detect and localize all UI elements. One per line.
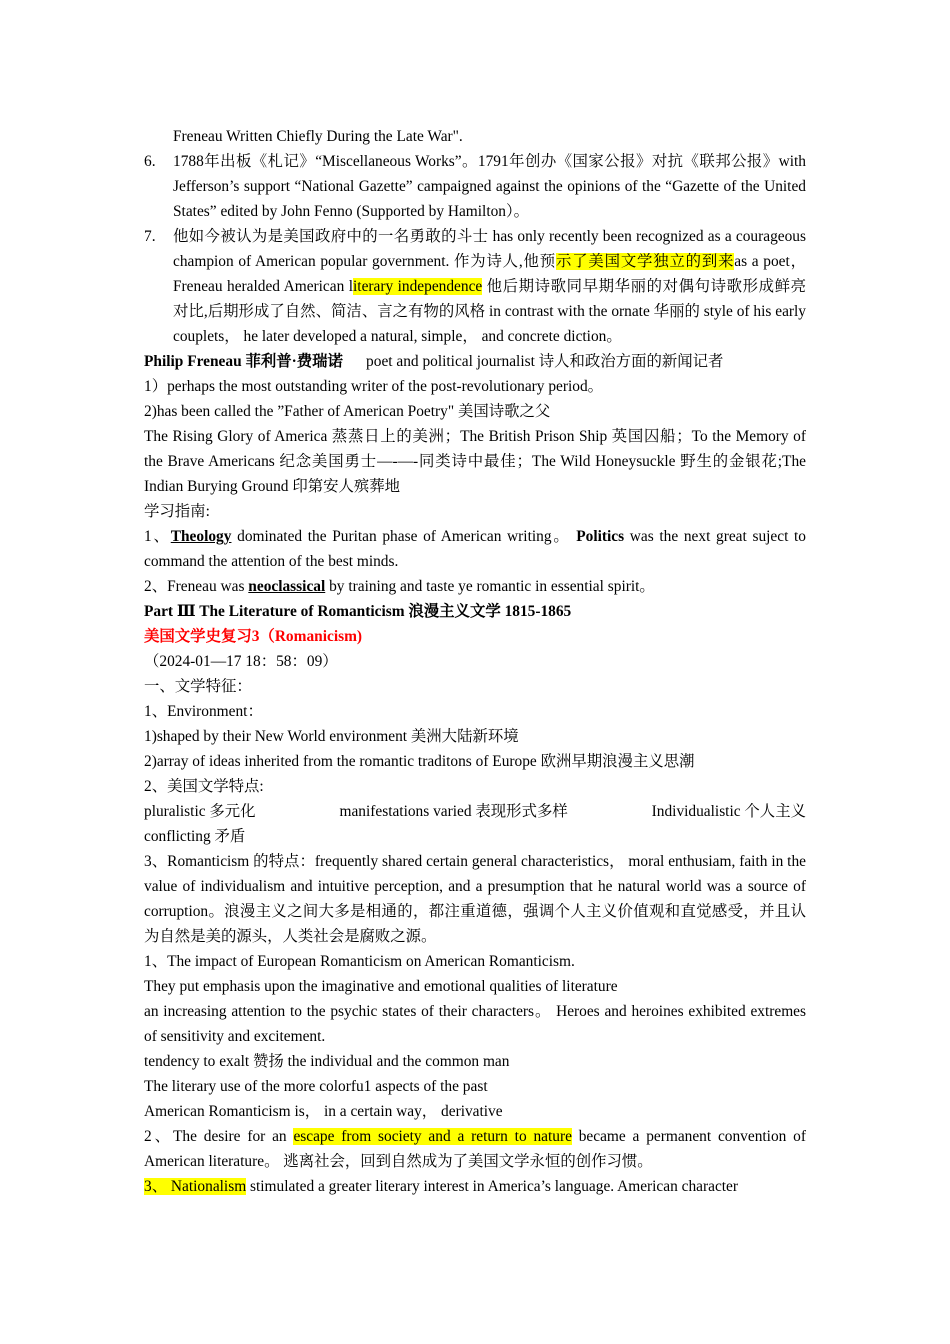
- trait: pluralistic 多元化: [144, 803, 256, 820]
- paragraph-text: 2、The desire for an: [144, 1128, 294, 1145]
- romanticism-features: 3、Romanticism 的特点：frequently shared certain general characteristics， moral enthusiam, faith in the value of individualism and intuitive perception, and a presumption that he natural world was a source of corruption。浪漫主义之间大多是相通的，都注重道德，强调个人主义价值观和直觉感受，并且认为自然是美的源头，人类社会是腐败之源。: [144, 853, 806, 945]
- list-item-7: [144, 224, 806, 349]
- list-number: 7.: [144, 228, 156, 245]
- study-guide-title: 学习指南:: [144, 503, 210, 520]
- list-item-text: as a poet， Freneau heralded American l: [173, 253, 806, 295]
- study-guide-item-1: [144, 524, 806, 574]
- traits-row: [144, 799, 806, 824]
- item-text: 2、Freneau was: [144, 578, 249, 595]
- impact-point: They put emphasis upon the imaginative and emotional qualities of literature: [144, 978, 618, 995]
- list-number: 6.: [144, 153, 156, 170]
- trait: manifestations varied 表现形式多样: [339, 803, 568, 820]
- trait: Individualistic 个人主义: [651, 803, 806, 820]
- study-guide-item-2: [144, 574, 806, 599]
- item-text: was the next great suject to command the attention of the best minds.: [144, 528, 806, 570]
- impact-point: tendency to exalt 赞扬 the individual and the common man: [144, 1053, 510, 1070]
- bold-term: neoclassical: [248, 578, 326, 595]
- author-role: poet and political journalist 诗人和政治方面的新闻记者: [366, 353, 724, 370]
- bold-term: Theology: [170, 528, 232, 545]
- list-item-6: [144, 149, 806, 224]
- freneau-point-2: 2)has been called the ”Father of American Poetry" 美国诗歌之父: [144, 403, 551, 420]
- freneau-works: The Rising Glory of America 蒸蒸日上的美洲；The British Prison Ship 英国囚船；To the Memory of the Brave Americans 纪念美国勇士—-—-同类诗中最佳；The Wild Honeysuckle 野生的金银花;The Indian Burying Ground 印第安人殡葬地: [144, 428, 806, 495]
- impact-title: 1、The impact of European Romanticism on American Romanticism.: [144, 953, 575, 970]
- nationalism-paragraph: [144, 1174, 806, 1199]
- item-prefix: 1、: [144, 528, 171, 545]
- traits-title: 2、美国文学特点:: [144, 778, 264, 795]
- highlighted-text: iterary independence: [353, 278, 483, 295]
- highlighted-text: escape from society and a return to nature: [293, 1128, 572, 1145]
- part-heading: Part Ⅲ The Literature of Romanticism 浪漫主义文学 1815-1865: [144, 603, 572, 620]
- list-item-text: 1788年出板《札记》“Miscellaneous Works”。1791年创办《国家公报》对抗《联邦公报》with Jefferson’s support “National Gazette” campaigned against the opinions of the “Gazette of the United States” edited by John Fenno (Supported by Hamilton）。: [173, 153, 806, 220]
- list-item-continuation: Freneau Written Chiefly During the Late War".: [173, 128, 463, 145]
- desire-paragraph: [144, 1124, 806, 1174]
- paragraph-text: became a permanent convention of American literature。 逃离社会，回到自然成为了美国文学永恒的创作习惯。: [144, 1128, 806, 1170]
- environment-point-1: 1)shaped by their New World environment 美洲大陆新环境: [144, 728, 519, 745]
- author-name: Philip Freneau 菲利普·费瑞诺: [144, 353, 343, 370]
- environment-point-2: 2)array of ideas inherited from the romantic traditons of Europe 欧洲早期浪漫主义思潮: [144, 753, 695, 770]
- list-item-text: 他如今被认为是美国政府中的一名勇敢的斗士 has only recently been recognized as a courageous champion of American popular government. 作为诗人,他预: [173, 228, 806, 270]
- highlighted-text: 示了美国文学独立的到来: [555, 253, 735, 270]
- freneau-header: [144, 349, 806, 374]
- paragraph-text: stimulated a greater literary interest in America’s language. American character: [246, 1178, 739, 1195]
- freneau-point-1: 1）perhaps the most outstanding writer of the post-revolutionary period。: [144, 378, 604, 395]
- environment-title: 1、Environment：: [144, 703, 263, 720]
- impact-point: The literary use of the more colorfu1 aspects of the past: [144, 1078, 488, 1095]
- bold-term: Politics: [576, 528, 625, 545]
- red-title: 美国文学史复习3（Romanicism): [144, 628, 363, 645]
- highlighted-text: 3、 Nationalism: [144, 1178, 247, 1195]
- item-text: dominated the Puritan phase of American writing。: [231, 528, 577, 545]
- item-text: by training and taste ye romantic in essential spirit。: [325, 578, 655, 595]
- list-item-text: 他后期诗歌同早期华丽的对偶句诗歌形成鲜亮对比,后期形成了自然、简洁、言之有物的风格 in contrast with the ornate 华丽的 style of his early couplets， he later developed a natural, simple， and concrete diction。: [173, 278, 806, 345]
- impact-point: American Romanticism is， in a certain way， derivative: [144, 1103, 503, 1120]
- impact-point: an increasing attention to the psychic states of their characters。 Heroes and heroines exhibited extremes of sensitivity and excitement.: [144, 1003, 806, 1045]
- section-title: 一、文学特征：: [144, 678, 252, 695]
- timestamp: （2024-01—17 18：58：09）: [144, 653, 338, 670]
- document-page: [144, 124, 806, 1199]
- trait-last: conflicting 矛盾: [144, 828, 246, 845]
